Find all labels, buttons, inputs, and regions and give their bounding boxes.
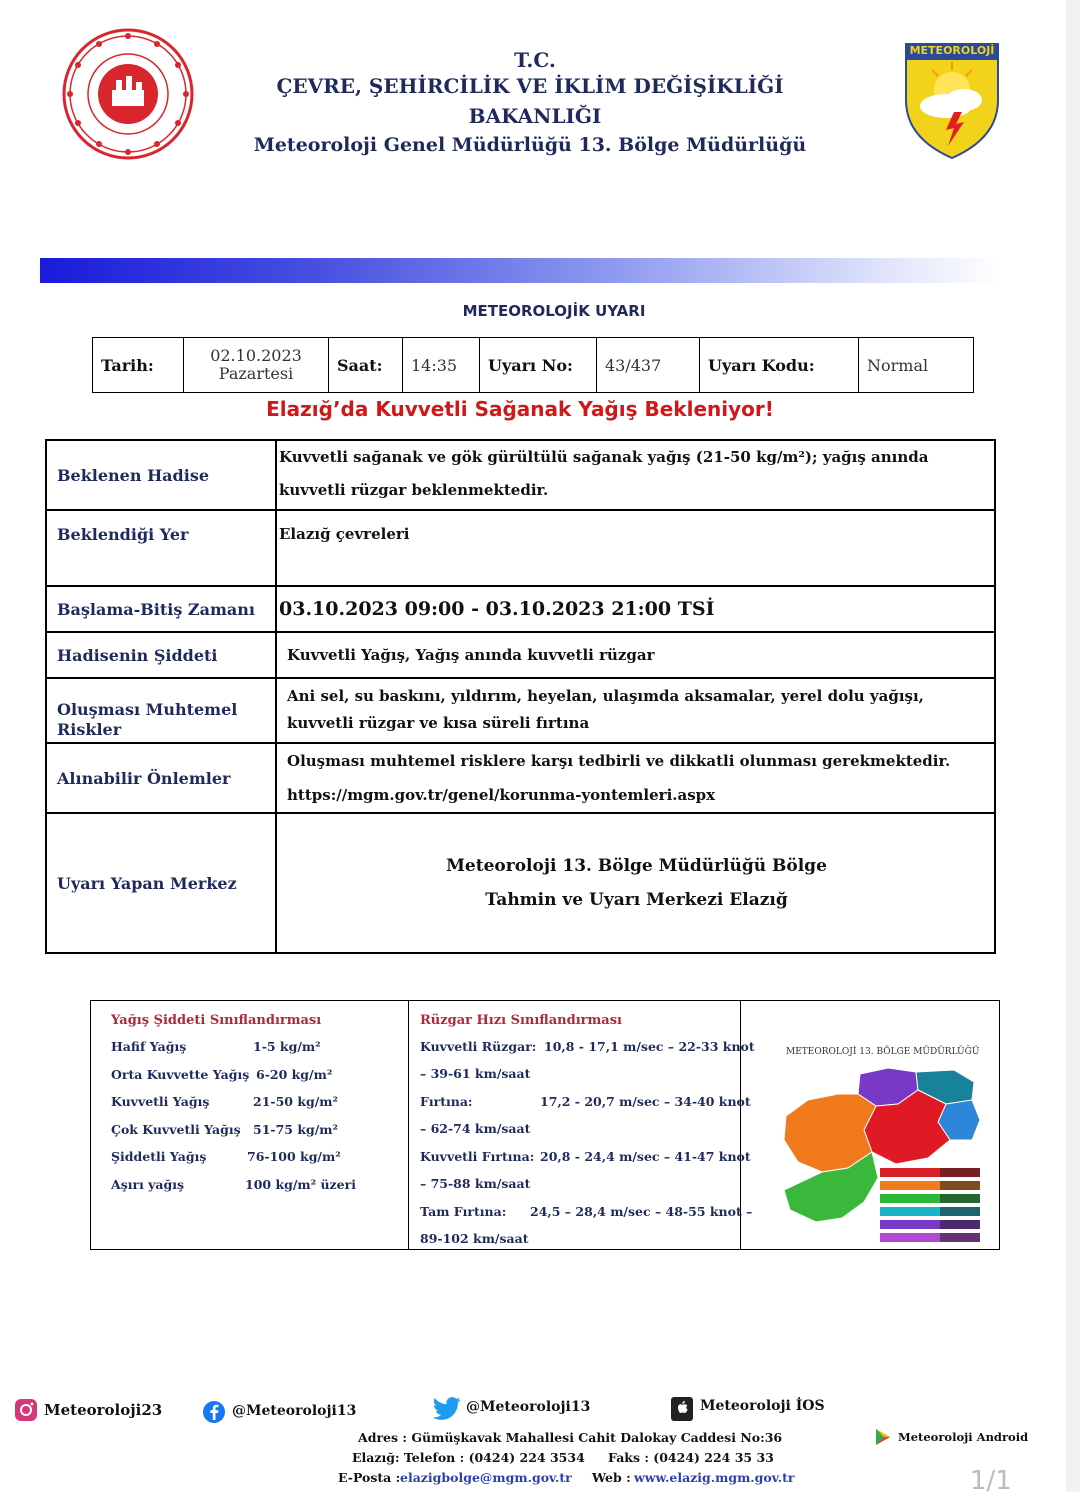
android-app-label[interactable]: Meteoroloji Android <box>898 1430 1029 1444</box>
facebook-handle[interactable]: @Meteoroloji13 <box>232 1403 357 1419</box>
tarih-label: Tarih: <box>93 338 184 393</box>
row-siddet <box>46 632 995 678</box>
map-legend <box>880 1168 980 1242</box>
rain-class-row <box>111 1121 338 1137</box>
onlem-label: Alınabilir Önlemler <box>46 743 276 813</box>
merkez-line1: Meteoroloji 13. Bölge Müdürlüğü Bölge <box>446 856 827 876</box>
yer-label: Beklendiği Yer <box>46 510 276 586</box>
rain-class-value: 21-50 kg/m² <box>253 1094 338 1110</box>
uyari-kodu-value: Normal <box>859 338 974 393</box>
legend-bar-shade <box>940 1168 980 1177</box>
row-yer <box>46 510 995 586</box>
siddet-label: Hadisenin Şiddeti <box>46 632 276 678</box>
region-map <box>768 1060 990 1250</box>
wind-class-continuation: – 39-61 km/saat <box>420 1066 531 1081</box>
row-zaman <box>46 586 995 632</box>
twitter-icon <box>432 1396 462 1422</box>
wind-class-name: Kuvvetli Rüzgar: <box>420 1039 537 1054</box>
row-hadise <box>46 440 995 510</box>
header-ministry-line: ÇEVRE, ŞEHİRCİLİK VE İKLİM DEĞİŞİKLİĞİ <box>276 74 784 98</box>
uyari-no-label: Uyarı No: <box>480 338 597 393</box>
saat-value: 14:35 <box>403 338 480 393</box>
meteoroloji-logo <box>902 40 1002 160</box>
siddet-value: Kuvvetli Yağış, Yağış anında kuvvetli rüzgar <box>276 632 995 678</box>
tarih-day: Pazartesi <box>218 364 294 383</box>
legend-bar-shade <box>940 1207 980 1216</box>
wind-class-continuation: 89-102 km/saat <box>420 1231 529 1246</box>
onlem-link[interactable]: https://mgm.gov.tr/genel/korunma-yontemleri.aspx <box>287 786 716 804</box>
tarih-value <box>184 338 329 393</box>
wind-class-row <box>420 1094 751 1109</box>
legend-bar-shade <box>940 1194 980 1203</box>
google-play-icon <box>874 1428 892 1446</box>
wind-class-name: Kuvvetli Fırtına: <box>420 1149 535 1164</box>
rain-class-row <box>111 1066 333 1082</box>
rain-class-value: 51-75 kg/m² <box>253 1121 338 1137</box>
page-number: 1/1 <box>970 1466 1012 1496</box>
warning-details-table <box>45 439 996 954</box>
wind-class-name: Fırtına: <box>420 1094 473 1109</box>
zaman-value: 03.10.2023 09:00 - 03.10.2023 21:00 TSİ <box>276 586 995 632</box>
rain-class-value: 76-100 kg/m² <box>247 1149 341 1165</box>
rain-class-name: Hafif Yağış <box>111 1039 187 1054</box>
merkez-line2: Tahmin ve Uyarı Merkezi Elazığ <box>485 890 788 910</box>
uyari-kodu-label: Uyarı Kodu: <box>700 338 859 393</box>
row-merkez <box>46 813 995 953</box>
rain-class-name: Aşırı yağış <box>111 1177 185 1192</box>
merkez-cell <box>276 813 995 953</box>
header-bakanligi: BAKANLIĞI <box>468 104 602 128</box>
rain-class-name: Orta Kuvvette Yağış <box>111 1066 250 1082</box>
rain-class-row <box>111 1039 321 1054</box>
row-onlem <box>46 743 995 813</box>
wind-class-name: Tam Fırtına: <box>420 1204 507 1219</box>
legend-bar-shade <box>940 1233 980 1242</box>
rain-class-name: Kuvvetli Yağış <box>111 1094 210 1110</box>
ministry-seal-logo <box>62 28 194 160</box>
header-directorate: Meteoroloji Genel Müdürlüğü 13. Bölge Müdürlüğü <box>253 134 807 156</box>
rain-class-title: Yağış Şiddeti Sınıflandırması <box>111 1013 322 1028</box>
rain-class-value: 1-5 kg/m² <box>253 1039 321 1054</box>
row-risk <box>46 678 995 743</box>
rain-class-value: 6-20 kg/m² <box>256 1066 333 1082</box>
divider-1 <box>408 1001 409 1249</box>
footer-web[interactable]: www.elazig.mgm.gov.tr <box>634 1470 795 1485</box>
wind-class-continuation: – 62-74 km/saat <box>420 1121 531 1136</box>
rain-class-row <box>111 1094 338 1110</box>
footer-web-label: Web : <box>592 1470 631 1485</box>
instagram-icon <box>14 1398 38 1422</box>
instagram-handle[interactable]: Meteoroloji23 <box>44 1401 163 1419</box>
twitter-handle[interactable]: @Meteoroloji13 <box>466 1399 591 1415</box>
risk-label: Oluşması Muhtemel Riskler <box>46 678 276 743</box>
uyari-no-value: 43/437 <box>597 338 700 393</box>
warning-meta-table <box>92 337 974 393</box>
wind-class-row <box>420 1039 755 1054</box>
footer-email[interactable]: elazigbolge@mgm.gov.tr <box>400 1470 572 1485</box>
wind-class-value: 20,8 - 24,4 m/sec – 41-47 knot <box>540 1149 751 1164</box>
wind-class-row <box>420 1149 751 1164</box>
rain-class-name: Şiddetli Yağış <box>111 1149 207 1165</box>
wind-class-row <box>420 1204 753 1219</box>
rain-class-name: Çok Kuvvetli Yağış <box>111 1121 241 1137</box>
legend-bar-shade <box>940 1181 980 1190</box>
facebook-icon <box>202 1400 226 1424</box>
onlem-value: Oluşması muhtemel risklere karşı tedbirli ve dikkatli olunması gerekmektedir. <box>287 752 951 770</box>
tarih-date: 02.10.2023 <box>210 346 302 365</box>
rain-class-row <box>111 1177 356 1192</box>
footer-phone: Elazığ: Telefon : (0424) 224 3534 <box>352 1450 585 1465</box>
footer-fax: Faks : (0424) 224 35 33 <box>608 1450 774 1465</box>
header-gradient-band <box>40 258 1000 283</box>
yer-value: Elazığ çevreleri <box>276 510 995 586</box>
footer-address: Adres : Gümüşkavak Mahallesi Cahit Dalokay Caddesi No:36 <box>358 1430 783 1445</box>
rain-class-row <box>111 1149 341 1165</box>
apple-icon <box>670 1396 694 1422</box>
onlem-cell <box>276 743 995 813</box>
wind-class-continuation: – 75-88 km/saat <box>420 1176 531 1191</box>
wind-class-value: 10,8 - 17,1 m/sec – 22-33 knot <box>544 1039 755 1054</box>
saat-label: Saat: <box>329 338 403 393</box>
merkez-label: Uyarı Yapan Merkez <box>46 813 276 953</box>
wind-class-title: Rüzgar Hızı Sınıflandırması <box>420 1013 622 1028</box>
header-tc: T.C. <box>514 48 556 72</box>
rain-class-value: 100 kg/m² üzeri <box>245 1177 356 1192</box>
warning-headline: Elazığ’da Kuvvetli Sağanak Yağış Bekleniyor! <box>266 397 774 421</box>
footer-email-label: E-Posta : <box>338 1470 401 1485</box>
hadise-label: Beklenen Hadise <box>46 440 276 510</box>
page-edge <box>1066 0 1080 1492</box>
logo-text: METEOROLOJİ <box>909 44 995 57</box>
hadise-value: Kuvvetli sağanak ve gök gürültülü sağanak yağış (21-50 kg/m²); yağış anında kuvvetli rüzgar beklenmektedir. <box>276 440 995 510</box>
section-title: METEOROLOJİK UYARI <box>462 302 646 320</box>
ios-app-label[interactable]: Meteoroloji İOS <box>700 1398 825 1414</box>
wind-class-value: 17,2 - 20,7 m/sec – 34-40 knot <box>540 1094 751 1109</box>
map-caption: METEOROLOJİ 13. BÖLGE MÜDÜRLÜĞÜ <box>786 1047 980 1057</box>
zaman-label: Başlama-Bitiş Zamanı <box>46 586 276 632</box>
legend-bar-shade <box>940 1220 980 1229</box>
risk-value: Ani sel, su baskını, yıldırım, heyelan, ulaşımda aksamalar, yerel dolu yağışı, kuvvetli rüzgar ve kısa süreli fırtına <box>276 678 995 743</box>
wind-class-value: 24,5 – 28,4 m/sec – 48-55 knot – <box>530 1204 753 1219</box>
